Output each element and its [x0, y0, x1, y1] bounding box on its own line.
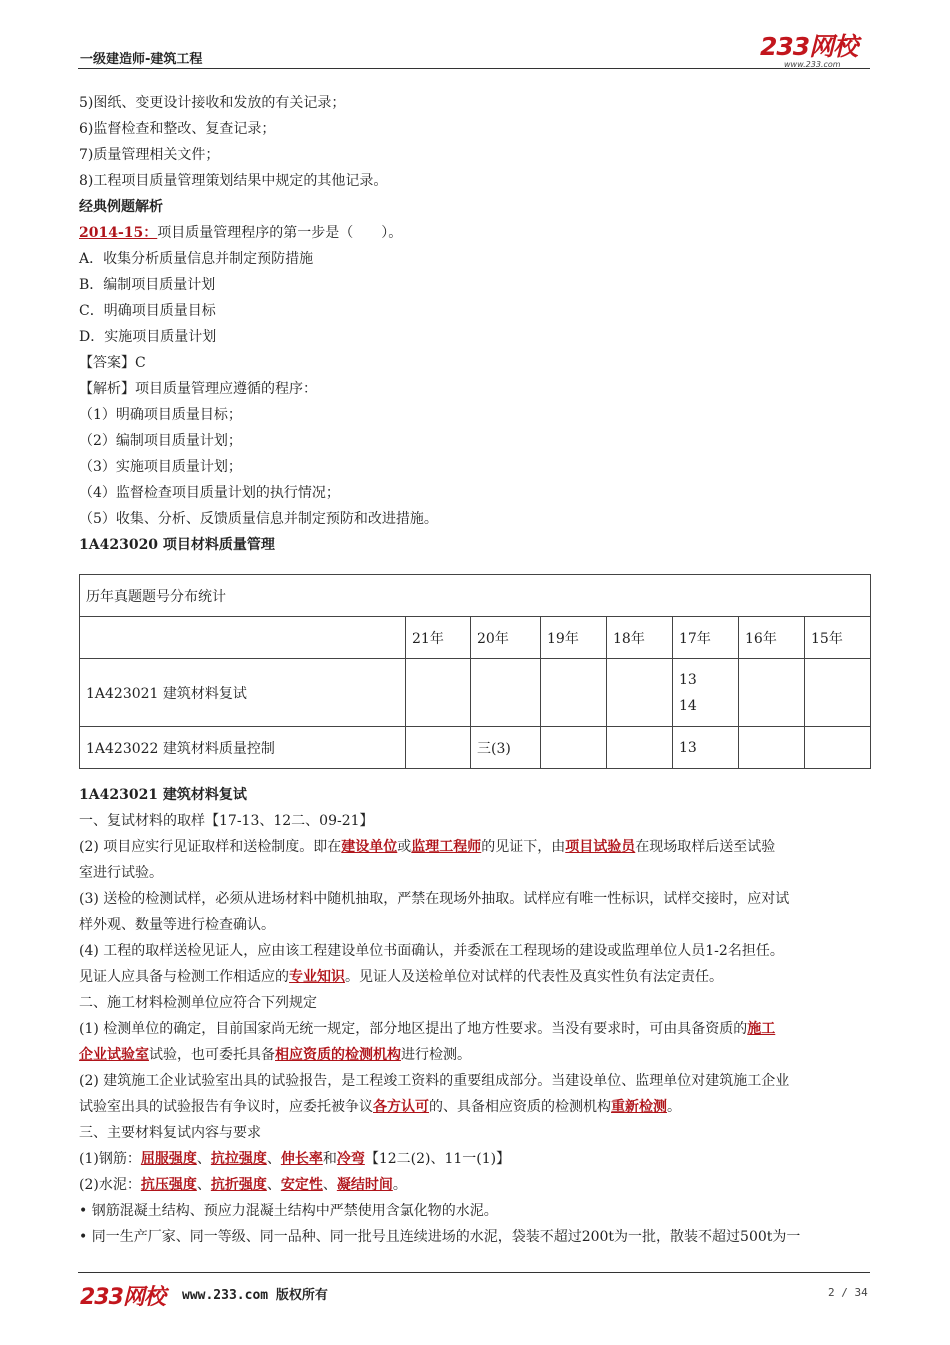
bullet-line: • 同一生产厂家、同一等级、同一品种、同一批号且连续进场的水泥，袋装不超过200t为一批，散装不超过500t为一	[79, 1229, 801, 1245]
separator: 、	[266, 1151, 281, 1167]
keyword: 冷弯	[336, 1151, 365, 1167]
table-cell: 13	[673, 727, 739, 769]
keyword: 施工	[747, 1021, 776, 1037]
keyword: 安定性	[280, 1177, 323, 1193]
example-heading: 经典例题解析	[79, 199, 163, 215]
year-header: 20年	[471, 617, 541, 659]
cell-value: 13	[679, 671, 697, 688]
paragraph-line: (4) 工程的取样送检见证人，应由该工程建设单位书面确认，并委派在工程现场的建设或监理单位人员1-2名担任。	[79, 943, 784, 959]
question-tag: 2014-15：	[79, 225, 158, 241]
paragraph-line	[79, 1016, 871, 1042]
option-d: D．实施项目质量计划	[79, 329, 217, 345]
step: （1）明确项目质量目标；	[79, 407, 242, 423]
text: (2) 项目应实行见证取样和送检制度。即在	[79, 839, 342, 855]
year-header: 18年	[607, 617, 673, 659]
option-b: B．编制项目质量计划	[79, 277, 216, 293]
footer-divider	[78, 1272, 870, 1273]
text-line: 6)监督检查和整改、复查记录；	[79, 121, 276, 137]
keyword: 建设单位	[341, 839, 398, 855]
keyword: 监理工程师	[411, 839, 482, 855]
footer-copyright: www.233.com 版权所有	[182, 1288, 328, 1303]
table-row	[80, 659, 871, 727]
table-cell	[541, 727, 607, 769]
step: （5）收集、分析、反馈质量信息并制定预防和改进措施。	[79, 511, 438, 527]
table-cell	[471, 659, 541, 727]
keyword: 重新检测	[611, 1099, 667, 1115]
logo-text: 233网校	[760, 32, 858, 61]
section-heading: 1A423020 项目材料质量管理	[79, 537, 275, 553]
separator: 、	[322, 1177, 337, 1193]
s1-heading: 一、复试材料的取样【17-13、12二、09-21】	[79, 813, 374, 829]
table-title-row	[80, 575, 871, 617]
keyword: 各方认可	[373, 1099, 429, 1115]
s2-heading: 二、施工材料检测单位应符合下列规定	[79, 995, 317, 1011]
year-header: 16年	[739, 617, 805, 659]
text: (1) 检测单位的确定，目前国家尚无统一规定，部分地区提出了地方性要求。当没有要求时，可由具备资质的	[79, 1021, 748, 1037]
text: 或	[397, 839, 412, 855]
paragraph-line	[79, 964, 871, 990]
table-cell	[739, 727, 805, 769]
year-header: 21年	[406, 617, 471, 659]
year-header: 19年	[541, 617, 607, 659]
keyword: 伸长率	[280, 1151, 323, 1167]
s3-heading: 三、主要材料复试内容与要求	[79, 1125, 261, 1141]
keyword: 相应资质的检测机构	[275, 1047, 401, 1063]
answer: 【答案】C	[79, 355, 146, 371]
logo-url: www.233.com	[784, 60, 841, 69]
separator: 、	[196, 1177, 211, 1193]
table-title: 历年真题题号分布统计	[80, 575, 871, 617]
text: (1)钢筋：	[79, 1151, 141, 1167]
table-cell	[607, 659, 673, 727]
text: 在现场取样后送至试验	[635, 839, 776, 855]
option-c: C．明确项目质量目标	[79, 303, 216, 319]
table-cell	[607, 727, 673, 769]
row-name: 1A423021 建筑材料复试	[80, 659, 406, 727]
text: 。见证人及送检单位对试样的代表性及真实性负有法定责任。	[345, 969, 723, 985]
text: 和	[322, 1151, 337, 1167]
paragraph-line	[79, 1042, 871, 1068]
table-header-row	[80, 617, 871, 659]
keyword: 抗折强度	[210, 1177, 267, 1193]
keyword: 专业知识	[289, 969, 345, 985]
table-cell	[805, 659, 871, 727]
text: 。	[392, 1177, 407, 1193]
sub-heading: 1A423021 建筑材料复试	[79, 787, 247, 803]
keyword: 抗拉强度	[210, 1151, 267, 1167]
step: （2）编制项目质量计划；	[79, 433, 242, 449]
text: 见证人应具备与检测工作相适应的	[79, 969, 289, 985]
text: 的见证下，由	[481, 839, 566, 855]
text: (2)水泥：	[79, 1177, 141, 1193]
separator: 、	[196, 1151, 211, 1167]
row-name: 1A423022 建筑材料质量控制	[80, 727, 406, 769]
year-header: 17年	[673, 617, 739, 659]
step: （4）监督检查项目质量计划的执行情况；	[79, 485, 340, 501]
option-a: A．收集分析质量信息并制定预防措施	[79, 251, 314, 267]
text: 试验室出具的试验报告有争议时，应委托被争议	[79, 1099, 373, 1115]
page-number: 2 / 34	[828, 1286, 868, 1299]
table-cell	[80, 617, 406, 659]
question-text: 项目质量管理程序的第一步是（ ）。	[157, 225, 403, 241]
step: （3）实施项目质量计划；	[79, 459, 242, 475]
paragraph-line: 样外观、数量等进行检查确认。	[79, 917, 275, 933]
section-content	[79, 782, 871, 1250]
table-cell	[673, 659, 739, 727]
bullet-line: • 钢筋混凝土结构、预应力混凝土结构中严禁使用含氯化物的水泥。	[79, 1203, 498, 1219]
table-cell	[406, 727, 471, 769]
question-stem	[79, 220, 871, 246]
text: 【12二(2)、11一(1)】	[364, 1151, 511, 1167]
steel-line	[79, 1146, 871, 1172]
table-cell	[805, 727, 871, 769]
paragraph-line: 室进行试验。	[79, 865, 163, 881]
text-line: 7)质量管理相关文件；	[79, 147, 220, 163]
keyword: 项目试验员	[565, 839, 636, 855]
text-line: 5)图纸、变更设计接收和发放的有关记录；	[79, 95, 346, 111]
stats-table	[79, 574, 871, 769]
paragraph-line	[79, 834, 871, 860]
text: 的、具备相应资质的检测机构	[429, 1099, 611, 1115]
paragraph-line	[79, 1094, 871, 1120]
table-cell: 三(3)	[471, 727, 541, 769]
paragraph-line: (2) 建筑施工企业试验室出具的试验报告，是工程竣工资料的重要组成部分。当建设单位、监理单位对建筑施工企业	[79, 1073, 790, 1089]
year-header: 15年	[805, 617, 871, 659]
analysis: 【解析】项目质量管理应遵循的程序：	[79, 381, 317, 397]
text-line: 8)工程项目质量管理策划结果中规定的其他记录。	[79, 173, 388, 189]
text: 试验，也可委托具备	[149, 1047, 275, 1063]
header-title: 一级建造师-建筑工程	[80, 52, 203, 67]
keyword: 抗压强度	[140, 1177, 197, 1193]
paragraph-line: (3) 送检的检测试样，必须从进场材料中随机抽取，严禁在现场外抽取。试样应有唯一性标识，试样交接时，应对试	[79, 891, 790, 907]
table-cell	[739, 659, 805, 727]
keyword: 凝结时间	[336, 1177, 393, 1193]
table-cell	[406, 659, 471, 727]
table-cell	[541, 659, 607, 727]
text: 。	[667, 1099, 681, 1115]
page-content	[79, 90, 871, 558]
header-divider	[78, 68, 870, 69]
separator: 、	[266, 1177, 281, 1193]
cement-line	[79, 1172, 871, 1198]
table-row	[80, 727, 871, 769]
footer-logo: 233网校	[80, 1285, 165, 1310]
text: 进行检测。	[401, 1047, 471, 1063]
keyword: 屈服强度	[140, 1151, 197, 1167]
keyword: 企业试验室	[79, 1047, 149, 1063]
cell-value: 14	[679, 697, 697, 714]
